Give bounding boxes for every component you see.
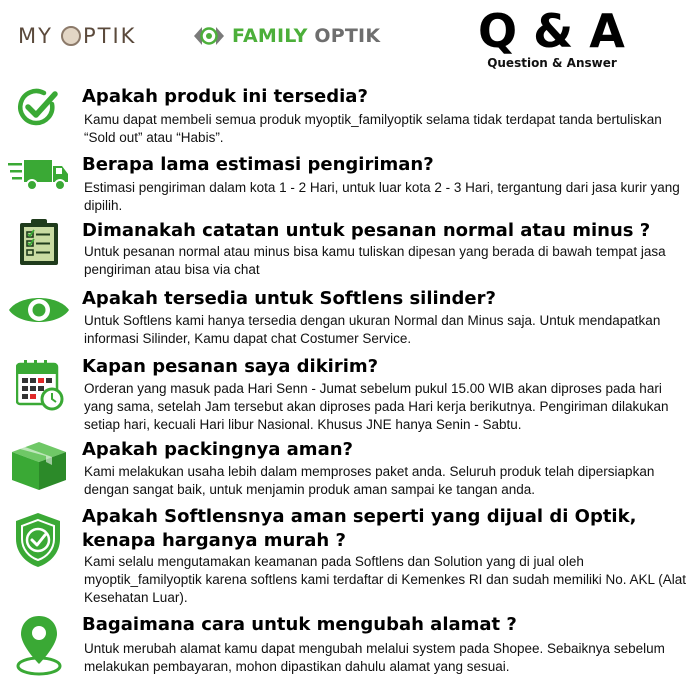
question-text: Berapa lama estimasi pengiriman? — [82, 154, 434, 175]
answer-text: Kami melakukan usaha lebih dalam memproses paket anda. Seluruh produk telah dipersiapkan dengan sangat baik, untuk menjamin produk aman sampai ke tangan anda. — [84, 464, 655, 497]
answer-text: Untuk Softlens kami hanya tersedia dengan ukuran Normal dan Minus saja. Untuk mendapatkan informasi Silinder, Kamu dapat chat Costumer Service. — [84, 313, 661, 346]
delivery-truck-icon — [8, 157, 70, 193]
clipboard-checklist-icon — [8, 218, 70, 266]
answer-text: Untuk merubah alamat kamu dapat mengubah melalui system pada Shopee. Sebaiknya sebelum melakukan pembayaran, mohon dipastikan dahulu alamat yang sesuai. — [84, 641, 665, 674]
lens-o-icon — [61, 26, 81, 46]
page-subtitle: Question & Answer — [487, 56, 617, 70]
question-text: Dimanakah catatan untuk pesanan normal atau minus ? — [82, 220, 651, 241]
calendar-clock-icon — [8, 359, 70, 411]
answer-text: Kami selalu mengutamakan keamanan pada Softlens dan Solution yang di jual oleh myoptik_familyoptik karena softlens kami terdaftar di Kemenkes RI dan sudah memiliki No. AKL (Alat Kesehatan Luar). — [84, 554, 687, 605]
familyoptik-logo — [192, 22, 380, 50]
check-circle-icon — [8, 86, 70, 130]
answer-text: Untuk pesanan normal atau minus bisa kamu tuliskan dipesan yang berada di bawah tempat jasa pengiriman atau bisa via chat — [84, 244, 666, 277]
myoptik-logo-text-b: PTIK — [82, 24, 137, 48]
question-text: Apakah tersedia untuk Softlens silinder? — [82, 288, 496, 309]
map-pin-icon — [8, 614, 70, 676]
eye-icon — [8, 291, 70, 329]
question-text: Apakah produk ini tersedia? — [82, 86, 368, 107]
answer-text: Orderan yang masuk pada Hari Senn - Jumat sebelum pukul 15.00 WIB akan diproses pada hari yang sama, setelah Jam tersebut akan diproses pada Hari kerja berikutnya. Pengiriman dilakukan setiap hari, kecuali Hari libur Nasional. Khusus JNE hanya Senin - Sabtu. — [84, 381, 669, 432]
eye-logo-icon — [192, 22, 226, 50]
question-text: Kapan pesanan saya dikirim? — [82, 356, 379, 377]
myoptik-logo — [18, 24, 136, 48]
page-title: Q & A — [478, 4, 625, 58]
header — [0, 0, 700, 80]
shield-check-icon — [8, 511, 70, 569]
answer-text: Kamu dapat membeli semua produk myoptik_familyoptik selama tidak terdapat tanda bertuliskan “Sold out” atau “Habis”. — [84, 112, 662, 145]
answer-text: Estimasi pengiriman dalam kota 1 - 2 Hari, untuk luar kota 2 - 3 Hari, tergantung dari jasa kurir yang dipilih. — [84, 180, 680, 213]
package-box-icon — [8, 440, 70, 492]
myoptik-logo-text-a: MY — [18, 24, 53, 48]
question-text: Apakah packingnya aman? — [82, 439, 353, 460]
question-text: Apakah Softlensnya aman seperti yang dijual di Optik, kenapa harganya murah ? — [82, 506, 637, 551]
familyoptik-logo-word-1: FAMILY — [232, 25, 308, 47]
familyoptik-logo-word-2: OPTIK — [314, 25, 381, 47]
familyoptik-logo-text — [232, 25, 380, 47]
question-text: Bagaimana cara untuk mengubah alamat ? — [82, 614, 517, 635]
